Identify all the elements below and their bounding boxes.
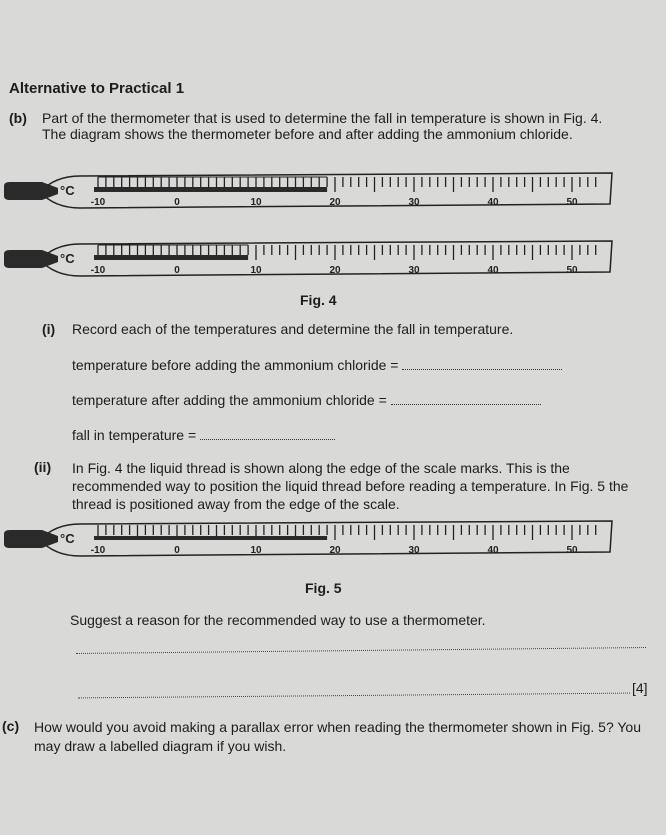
liquid-thread bbox=[94, 536, 327, 540]
part-b-text: Part of the thermometer that is used to determine the fall in temperature is shown in Fig. 4. The diagram shows the thermometer before and after adding the ammonium chloride. bbox=[42, 110, 603, 142]
after-label-text: temperature after adding the ammonium chloride = bbox=[72, 392, 387, 408]
scale-label: 50 bbox=[566, 265, 578, 276]
scale-label: 40 bbox=[487, 265, 499, 276]
scale-label: 20 bbox=[329, 265, 341, 276]
scale-label: 30 bbox=[408, 265, 420, 276]
fall-answer-field[interactable] bbox=[200, 439, 335, 440]
q-ii-text: In Fig. 4 the liquid thread is shown along the edge of the scale marks. This is the recommended way to position the liquid thread before reading a temperature. In Fig. 5 the thread is positioned away from the edge of the scale. bbox=[72, 460, 629, 512]
scale-label: 40 bbox=[487, 545, 499, 556]
fig5-caption: Fig. 5 bbox=[305, 580, 342, 596]
scale-label: 10 bbox=[250, 197, 262, 208]
scale-label: 20 bbox=[329, 197, 341, 208]
fall-label-text: fall in temperature = bbox=[72, 427, 197, 443]
thermometer-before bbox=[0, 168, 666, 214]
answer-line-2[interactable] bbox=[78, 693, 630, 699]
suggest-prompt: Suggest a reason for the recommended way to use a thermometer. bbox=[70, 612, 486, 628]
before-label bbox=[72, 357, 562, 373]
fall-label bbox=[72, 427, 335, 443]
scale-label: 30 bbox=[408, 545, 420, 556]
liquid-thread bbox=[94, 255, 248, 260]
scale-label: 10 bbox=[250, 265, 262, 276]
scale-label: 50 bbox=[566, 197, 578, 208]
page-heading: Alternative to Practical 1 bbox=[9, 80, 185, 97]
scale-label: -10 bbox=[90, 265, 106, 276]
after-answer-field[interactable] bbox=[391, 404, 541, 405]
fig4-caption: Fig. 4 bbox=[300, 292, 337, 308]
thermometer-after bbox=[0, 236, 666, 282]
scale-label: 50 bbox=[566, 545, 578, 556]
scale-label: -10 bbox=[90, 197, 106, 208]
scale-label: 10 bbox=[250, 545, 262, 556]
scale-label: 20 bbox=[329, 545, 341, 556]
unit-label: °C bbox=[60, 251, 75, 266]
part-b-label: (b) bbox=[9, 110, 27, 126]
scale-label: 0 bbox=[174, 545, 180, 556]
q-i-label: (i) bbox=[42, 321, 56, 337]
scale-label: 0 bbox=[174, 265, 180, 276]
unit-label: °C bbox=[60, 183, 75, 198]
answer-line-1[interactable] bbox=[76, 647, 646, 654]
q-i-text: Record each of the temperatures and determine the fall in temperature. bbox=[72, 321, 514, 337]
scale-label: 40 bbox=[487, 197, 499, 208]
q-ii-label: (ii) bbox=[34, 459, 52, 475]
unit-label: °C bbox=[60, 531, 75, 546]
part-c-label: (c) bbox=[2, 718, 20, 734]
part-c-text: How would you avoid making a parallax error when reading the thermometer shown in Fig. 5? You may draw a labelled diagram if you wish. bbox=[34, 719, 642, 754]
thermometer-fig5 bbox=[0, 516, 666, 562]
scale-label: 30 bbox=[408, 197, 420, 208]
marks: [4] bbox=[632, 680, 648, 696]
scale-label: 0 bbox=[174, 197, 180, 208]
scale-label: -10 bbox=[90, 545, 106, 556]
after-label bbox=[72, 392, 541, 408]
before-answer-field[interactable] bbox=[402, 369, 562, 370]
liquid-thread bbox=[94, 187, 327, 192]
before-label-text: temperature before adding the ammonium chloride = bbox=[72, 357, 399, 373]
